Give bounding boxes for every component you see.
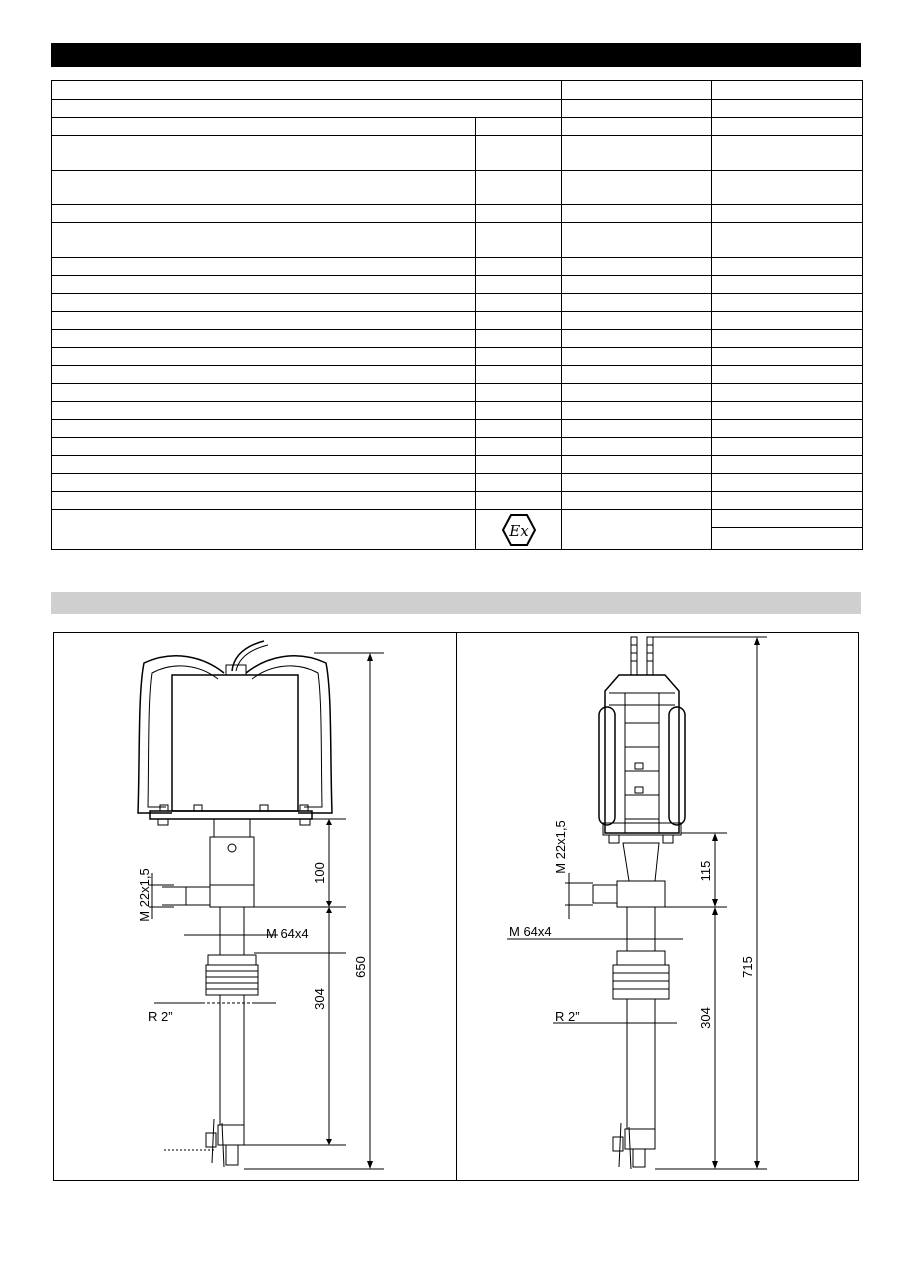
table-cell [52, 294, 476, 312]
table-cell [52, 510, 476, 550]
table-cell [52, 456, 476, 474]
dim-thread-top: M 64x4 [509, 924, 552, 939]
dim-thread-side: M 22x1,5 [137, 868, 152, 922]
dim-height-total: 715 [740, 956, 755, 978]
table-cell [712, 171, 863, 205]
table-cell [712, 223, 863, 258]
dim-height-upper: 100 [312, 862, 327, 884]
table-cell [476, 366, 562, 384]
table-row [52, 294, 863, 312]
table-cell [476, 205, 562, 223]
sensor-drawing-left [54, 633, 456, 1182]
spec-table [51, 80, 863, 550]
table-cell [562, 171, 712, 205]
table-cell [476, 223, 562, 258]
header-bar [51, 43, 861, 67]
table-cell [712, 276, 863, 294]
table-row [52, 492, 863, 510]
table-cell [476, 171, 562, 205]
table-cell [52, 205, 476, 223]
table-cell [476, 276, 562, 294]
table-cell [712, 81, 863, 100]
table-cell [476, 456, 562, 474]
table-cell [52, 492, 476, 510]
table-cell [712, 118, 863, 136]
drawing-right [457, 633, 859, 1182]
table-cell [476, 330, 562, 348]
table-cell [712, 402, 863, 420]
table-cell [52, 384, 476, 402]
table-cell [52, 330, 476, 348]
table-cell [712, 456, 863, 474]
table-row [52, 276, 863, 294]
table-cell [562, 366, 712, 384]
dim-thread-top: M 64x4 [266, 926, 309, 941]
table-cell [562, 118, 712, 136]
table-row [52, 474, 863, 492]
table-cell [712, 348, 863, 366]
table-cell [712, 258, 863, 276]
table-cell [712, 136, 863, 171]
table-row [52, 258, 863, 276]
table-row [52, 312, 863, 330]
table-cell [712, 205, 863, 223]
table-row [52, 348, 863, 366]
dim-thread-side: M 22x1,5 [553, 820, 568, 874]
table-cell [476, 348, 562, 366]
table-cell [476, 438, 562, 456]
table-cell [52, 171, 476, 205]
table-cell [562, 223, 712, 258]
table-row [52, 223, 863, 258]
table-cell [52, 420, 476, 438]
table-cell [562, 402, 712, 420]
dim-height-total: 650 [353, 956, 368, 978]
table-cell [562, 276, 712, 294]
table-cell [712, 438, 863, 456]
table-cell [562, 474, 712, 492]
table-row [52, 205, 863, 223]
table-cell [52, 136, 476, 171]
table-row [52, 402, 863, 420]
table-cell [562, 312, 712, 330]
table-row [52, 171, 863, 205]
dim-thread-pipe: R 2” [555, 1009, 580, 1024]
table-cell [712, 100, 863, 118]
table-row [52, 384, 863, 402]
table-cell [712, 510, 863, 528]
table-cell [52, 81, 562, 100]
table-cell [562, 420, 712, 438]
table-cell [52, 276, 476, 294]
dim-thread-pipe: R 2” [148, 1009, 173, 1024]
table-cell [562, 294, 712, 312]
table-cell [562, 205, 712, 223]
table-cell [712, 330, 863, 348]
table-row [52, 366, 863, 384]
table-cell [562, 510, 712, 550]
table-cell [562, 330, 712, 348]
table-cell [562, 438, 712, 456]
table-cell [476, 402, 562, 420]
table-cell [562, 81, 712, 100]
table-cell [712, 366, 863, 384]
table-cell [476, 420, 562, 438]
table-cell [52, 438, 476, 456]
table-cell [476, 384, 562, 402]
table-row [52, 136, 863, 171]
table-cell [712, 528, 863, 550]
table-cell [52, 223, 476, 258]
table-cell [562, 384, 712, 402]
table-cell [476, 118, 562, 136]
table-row [52, 456, 863, 474]
table-row [52, 81, 863, 100]
table-cell [52, 118, 476, 136]
dim-height-lower: 304 [312, 988, 327, 1010]
table-cell [476, 492, 562, 510]
table-row [52, 510, 863, 528]
table-cell [562, 456, 712, 474]
sensor-drawing-right [457, 633, 859, 1182]
table-cell [476, 258, 562, 276]
ex-certification-cell [476, 510, 562, 550]
table-cell [476, 474, 562, 492]
table-cell [52, 258, 476, 276]
table-cell [52, 474, 476, 492]
table-cell [712, 312, 863, 330]
table-cell [52, 366, 476, 384]
table-cell [476, 136, 562, 171]
table-cell [476, 294, 562, 312]
drawing-left [54, 633, 456, 1182]
table-cell [562, 136, 712, 171]
table-cell [562, 492, 712, 510]
table-cell [712, 492, 863, 510]
table-cell [476, 312, 562, 330]
table-cell [712, 294, 863, 312]
table-cell [52, 348, 476, 366]
svg-text:Ex: Ex [508, 521, 529, 540]
table-cell [712, 384, 863, 402]
table-row [52, 438, 863, 456]
table-row [52, 330, 863, 348]
table-row [52, 100, 863, 118]
dimension-drawings [53, 632, 859, 1181]
table-cell [52, 312, 476, 330]
dim-height-upper: 115 [698, 860, 713, 882]
table-cell [712, 420, 863, 438]
table-cell [52, 100, 562, 118]
section-bar [51, 592, 861, 614]
table-cell [52, 402, 476, 420]
table-cell [562, 348, 712, 366]
table-row [52, 420, 863, 438]
table-cell [562, 100, 712, 118]
ex-icon [501, 513, 537, 547]
dim-height-lower: 304 [698, 1007, 713, 1029]
table-row [52, 118, 863, 136]
table-cell [712, 474, 863, 492]
table-cell [562, 258, 712, 276]
